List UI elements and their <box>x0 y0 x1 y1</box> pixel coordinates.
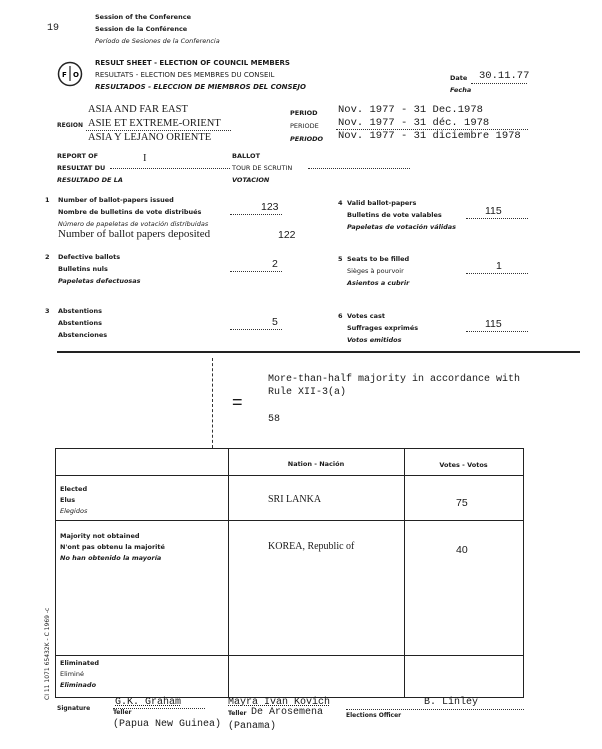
session-label-fr: Session de la Conférence <box>95 25 188 33</box>
text-table-rows-0-en: Elected <box>60 485 88 493</box>
teller2-name-line2: De Arosemena <box>251 707 324 718</box>
rule-line <box>523 448 524 698</box>
report-label-en: REPORT OF <box>57 152 99 160</box>
period-en: Nov. 1977 - 31 Dec.1978 <box>338 104 483 116</box>
form-code: CI 11 1071 65432K - C 1969 -c <box>44 607 51 700</box>
text-items-2-en: Abstentions <box>58 307 102 315</box>
text-items-0-fr: Nombre de bulletins de vote distribués <box>58 208 202 216</box>
officer-label: Elections Officer <box>346 712 402 719</box>
item-6-value: 115 <box>485 318 502 330</box>
text-items-1-num: 2 <box>45 253 50 261</box>
text-items-5-en: Votes cast <box>347 312 386 320</box>
text-items-0-es: Número de papeletas de votación distribuidas <box>58 220 209 228</box>
rule-line <box>55 448 56 698</box>
teller1-label: Teller <box>113 709 132 716</box>
text-table-rows-1-en: Majority not obtained <box>60 532 140 540</box>
ballot-label-es: VOTACION <box>232 176 270 184</box>
text-items-4-num: 5 <box>338 255 343 263</box>
majority-value: 58 <box>268 414 281 425</box>
title-fr: RESULTATS - ELECTION DES MEMBRES DU CONSEIL <box>95 71 275 79</box>
report-label-es: RESULTADO DE LA <box>57 176 123 184</box>
region-label: REGION <box>57 122 83 129</box>
date-label-es: Fecha <box>450 86 472 94</box>
majority-text-1: More-than-half majority in accordance with <box>268 374 521 385</box>
text-table-rows-2-es: Eliminado <box>60 681 97 689</box>
teller1-country: (Papua New Guinea) <box>113 719 222 730</box>
title-es: RESULTADOS - ELECCION DE MIEMBROS DEL CONSEJO <box>95 83 306 91</box>
text-items-0-note: Number of ballot papers deposited <box>58 228 211 240</box>
teller1-signature: G.K. Graham <box>115 697 182 708</box>
region-fr: ASIE ET EXTREME-ORIENT <box>88 118 221 129</box>
text-items-5-num: 6 <box>338 312 343 320</box>
period-label-es: PERIODO <box>290 135 324 143</box>
rule-line <box>55 655 524 656</box>
divider <box>57 351 580 353</box>
text-items-2-num: 3 <box>45 307 50 315</box>
rule-line: O <box>73 71 79 79</box>
report-value: I <box>143 153 147 164</box>
session-label-en: Session of the Conference <box>95 13 191 21</box>
nation-cell: KOREA, Republic of <box>268 541 355 552</box>
text-items-0-num: 1 <box>45 196 50 204</box>
text-items-0-en: Number of ballot-papers issued <box>58 196 174 204</box>
text-items-3-num: 4 <box>338 199 343 207</box>
rule-line <box>404 448 405 698</box>
equals-sign: = <box>232 392 243 412</box>
rule-line <box>228 448 229 698</box>
title-en: RESULT SHEET - ELECTION OF COUNCIL MEMBERS <box>95 59 290 67</box>
rule-line <box>308 160 410 169</box>
item-5-value: 1 <box>496 260 502 272</box>
period-label-fr: PERIODE <box>290 122 319 130</box>
majority-text-2: Rule XII-3(a) <box>268 387 347 398</box>
text-items-3-en: Valid ballot-papers <box>347 199 417 207</box>
fao-logo-icon <box>57 61 83 87</box>
date-label: Date <box>450 74 468 82</box>
rule-line: F <box>62 71 67 79</box>
period-label-en: PERIOD <box>290 109 318 117</box>
text-table-rows-0-fr: Elus <box>60 496 76 504</box>
teller2-country: (Panama) <box>228 721 277 732</box>
text-table-rows-1-fr: N'ont pas obtenu la majorité <box>60 543 165 551</box>
ballot-label-fr: TOUR DE SCRUTIN <box>232 164 293 172</box>
text-items-2-es: Abstenciones <box>58 331 108 339</box>
signature-label: Signature <box>57 705 91 712</box>
session-number: 19 <box>47 23 60 34</box>
teller2-signature: Mayra Ivan Kovich <box>228 697 331 708</box>
period-fr: Nov. 1977 - 31 déc. 1978 <box>338 117 490 129</box>
text-items-5-fr: Suffrages exprimés <box>347 324 419 332</box>
period-es: Nov. 1977 - 31 diciembre 1978 <box>338 130 521 142</box>
region-en: ASIA AND FAR EAST <box>88 104 188 115</box>
text-table-rows-0-es: Elegidos <box>60 507 88 515</box>
header-nation: Nation - Nación <box>287 460 345 468</box>
rule-line <box>55 520 524 521</box>
rule-line <box>336 117 528 130</box>
rule-line <box>55 475 524 476</box>
text-items-1-es: Papeletas defectuosas <box>58 277 141 285</box>
item-4-value: 115 <box>485 205 502 217</box>
text-items-4-en: Seats to be filled <box>347 255 410 263</box>
item-1-value: 123 <box>261 201 279 213</box>
text-items-3-es: Papeletas de votación válidas <box>347 223 457 231</box>
text-table-rows-2-en: Eliminated <box>60 659 100 667</box>
region-es: ASIA Y LEJANO ORIENTE <box>88 132 212 143</box>
officer-signature: B. Linley <box>424 697 479 708</box>
item-1-note-value: 122 <box>278 229 296 241</box>
brace-line <box>212 358 214 448</box>
text-items-3-fr: Bulletins de vote valables <box>347 211 442 219</box>
nation-cell: SRI LANKA <box>268 494 322 505</box>
item-2-value: 2 <box>272 258 278 270</box>
votes-cell: 40 <box>456 544 468 556</box>
text-items-1-en: Defective ballots <box>58 253 121 261</box>
text-items-1-fr: Bulletins nuls <box>58 265 108 273</box>
item-3-value: 5 <box>272 316 278 328</box>
teller2-label: Teller <box>228 710 247 717</box>
ballot-label-en: BALLOT <box>232 152 260 160</box>
rule-line <box>55 448 524 449</box>
text-table-rows-2-fr: Eliminé <box>60 670 84 678</box>
rule-line <box>110 160 230 169</box>
text-table-rows-1-es: No han obtenido la mayoría <box>60 554 162 562</box>
header-votes: Votes - Votos <box>439 461 488 469</box>
rule-line <box>86 118 231 131</box>
session-label-es: Período de Sesiones de la Conferencia <box>95 37 220 45</box>
text-items-4-fr: Sièges à pourvoir <box>347 267 404 275</box>
text-items-2-fr: Abstentions <box>58 319 102 327</box>
votes-cell: 75 <box>456 497 468 509</box>
date-value: 30.11.77 <box>479 70 530 82</box>
report-label-fr: RESULTAT DU <box>57 164 106 172</box>
text-items-5-es: Votos emitidos <box>347 336 402 344</box>
text-items-4-es: Asientos a cubrir <box>347 279 410 287</box>
